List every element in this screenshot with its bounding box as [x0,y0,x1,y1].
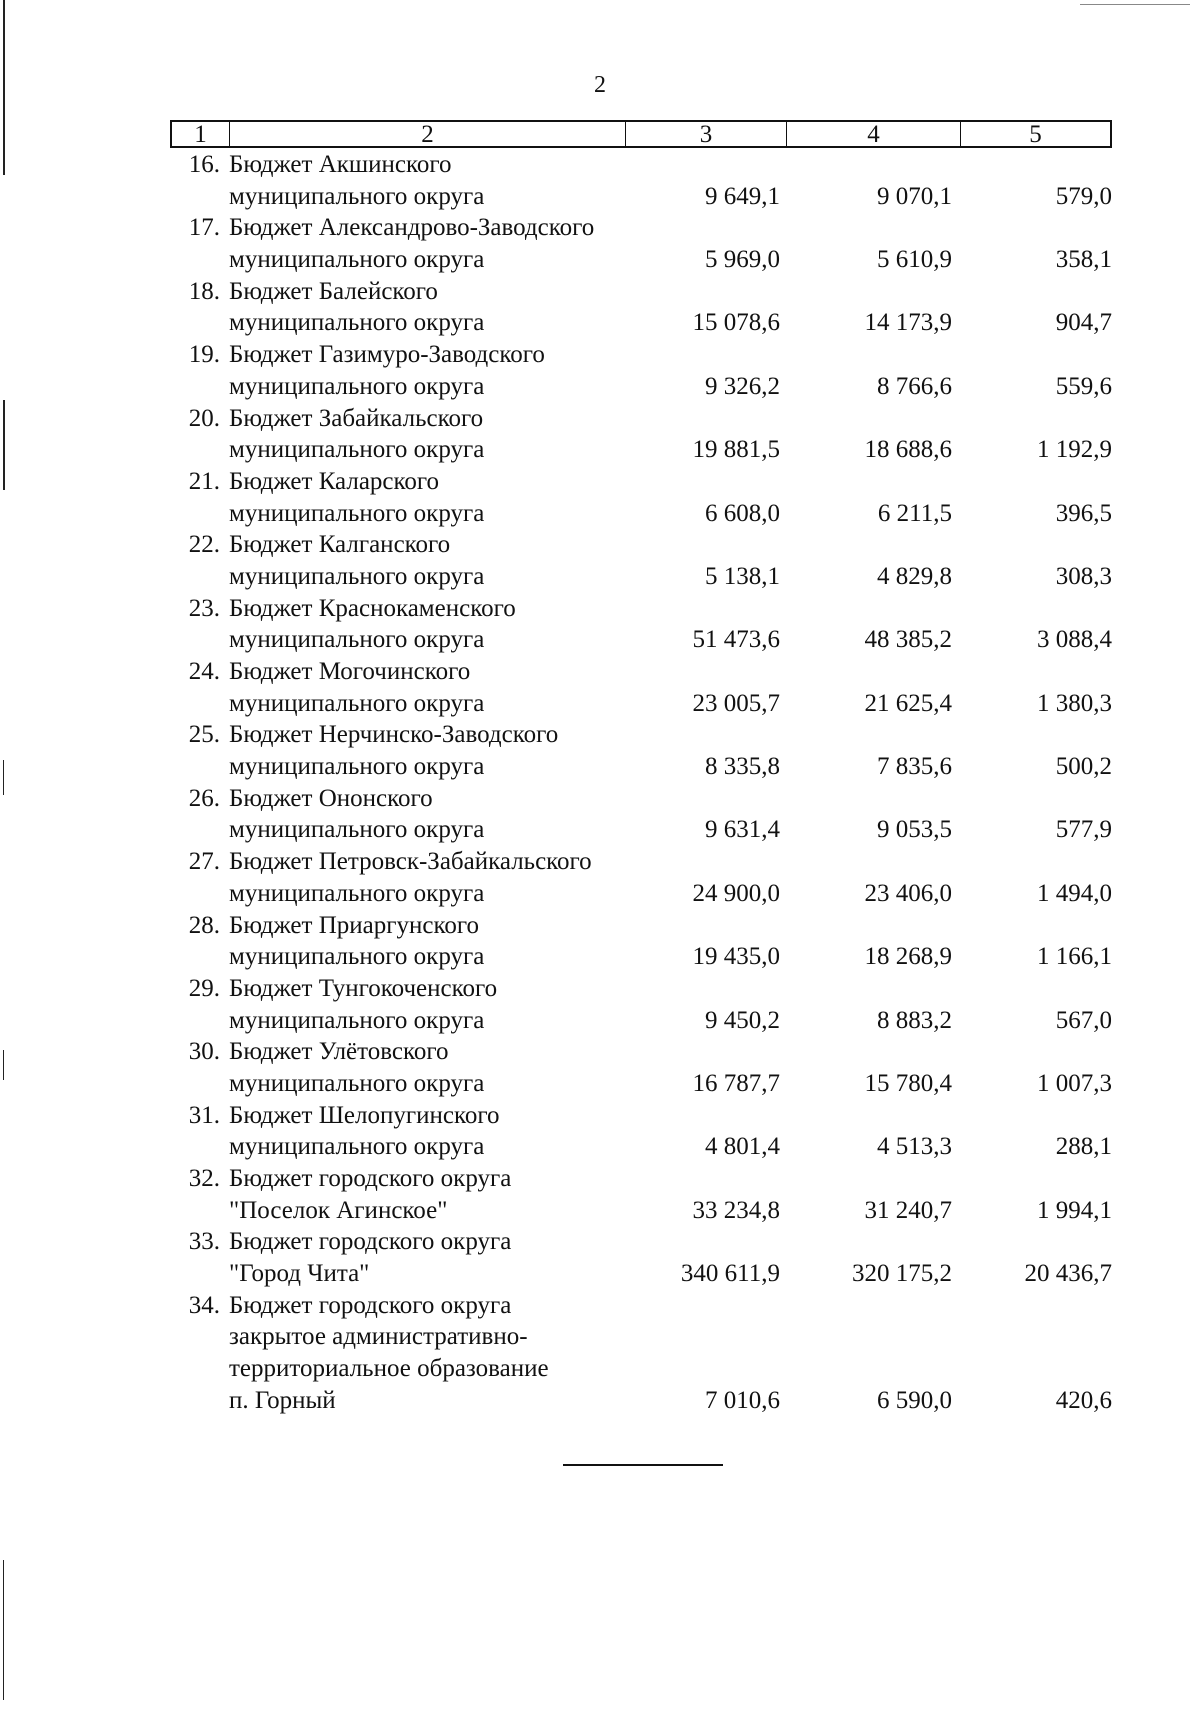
row-value-col4: 31 240,7 [864,1196,952,1224]
row-number: 33. [188,1228,220,1256]
row-budget-name: муниципального округа [229,1069,485,1097]
row-value-col4: 6 211,5 [877,499,952,527]
header-col-5: 5 [1029,120,1042,148]
row-value-col4: 23 406,0 [864,879,952,907]
row-number: 18. [188,277,220,305]
row-line [0,719,1200,751]
budget-table-body [0,149,1200,1417]
row-value-col4: 14 173,9 [864,309,952,337]
row-value-col3: 9 649,1 [705,182,780,210]
row-budget-name: муниципального округа [229,816,485,844]
row-budget-name: Бюджет Калганского [229,531,451,559]
row-value-col5: 358,1 [1055,246,1112,274]
row-budget-name: муниципального округа [229,499,485,527]
row-value-col3: 15 078,6 [692,309,780,337]
table-row [0,910,1200,973]
row-line [0,181,1200,213]
row-budget-name: Бюджет Акшинского [229,151,452,178]
row-number: 21. [188,467,220,495]
row-number: 32. [188,1165,220,1192]
row-line [0,783,1200,815]
row-budget-name: муниципального округа [229,562,485,590]
row-number: 25. [188,721,220,749]
row-budget-name: муниципального округа [229,1133,485,1161]
row-value-col3: 6 608,0 [705,499,780,527]
page-number: 2 [594,72,606,98]
scan-edge-mark [3,1560,4,1700]
row-line [0,339,1200,371]
table-row [0,149,1200,212]
row-value-col3: 19 881,5 [692,436,780,464]
row-value-col5: 3 088,4 [1037,626,1112,654]
row-line [0,656,1200,688]
table-row [0,719,1200,782]
row-line [0,244,1200,276]
row-line [0,751,1200,783]
row-value-col4: 15 780,4 [864,1069,952,1097]
row-value-col3: 5 138,1 [705,562,780,590]
row-budget-name: муниципального округа [229,943,485,971]
row-budget-name: закрытое административно- [229,1323,528,1351]
row-line [0,1195,1200,1227]
row-budget-name: Бюджет Каларского [229,467,440,495]
row-value-col5: 420,6 [1055,1386,1112,1414]
row-number: 30. [188,1038,220,1066]
row-line [0,688,1200,720]
row-budget-name: Бюджет Нерчинско-Заводского [229,721,559,749]
row-line [0,593,1200,625]
row-line [0,941,1200,973]
row-value-col3: 4 801,4 [705,1133,780,1161]
table-row [0,529,1200,592]
row-budget-name: Бюджет Краснокаменского [229,594,516,622]
row-number: 27. [188,848,220,876]
row-line [0,624,1200,656]
row-line [0,276,1200,308]
row-budget-name: Бюджет Балейского [229,277,438,305]
row-value-col4: 8 883,2 [877,1006,952,1034]
row-number: 24. [188,658,220,685]
row-budget-name: Бюджет Александрово-Заводского [229,214,595,242]
table-row [0,1290,1200,1417]
table-row [0,846,1200,909]
row-budget-name: муниципального округа [229,372,485,400]
row-line [0,371,1200,403]
row-value-col5: 1 494,0 [1037,879,1112,907]
row-value-col4: 21 625,4 [864,689,952,717]
row-budget-name: Бюджет Забайкальского [229,404,484,432]
row-line [0,1321,1200,1353]
row-budget-name: "Город Чита" [229,1260,370,1288]
row-number: 23. [188,594,220,622]
header-col-3: 3 [626,122,787,146]
row-value-col5: 1 994,1 [1037,1196,1112,1224]
row-line [0,1353,1200,1385]
table-row [0,1100,1200,1163]
row-line [0,307,1200,339]
row-line [0,1258,1200,1290]
row-value-col5: 1 007,3 [1037,1069,1112,1097]
scan-edge-mark [3,760,4,795]
row-value-col4: 8 766,6 [877,372,952,400]
table-row [0,656,1200,719]
row-value-col5: 559,6 [1055,372,1112,400]
scan-edge-mark [3,400,5,490]
row-value-col4: 9 070,1 [877,182,952,210]
row-value-col5: 577,9 [1055,816,1112,844]
row-number: 34. [188,1291,220,1319]
row-value-col3: 51 473,6 [692,626,780,654]
row-value-col4: 4 829,8 [877,562,952,590]
row-value-col5: 579,0 [1055,182,1112,210]
row-budget-name: "Поселок Агинское" [229,1196,448,1224]
table-row [0,466,1200,529]
header-col-2: 2 [230,122,626,146]
row-line [0,529,1200,561]
row-number: 20. [188,404,220,432]
row-budget-name: Бюджет городского округа [229,1291,512,1319]
row-number: 29. [188,974,220,1002]
row-line [0,1005,1200,1037]
row-value-col4: 18 688,6 [864,436,952,464]
row-budget-name: Бюджет Петровск-Забайкальского [229,848,592,876]
header-col-1: 1 [172,122,230,146]
table-row [0,973,1200,1036]
row-value-col3: 16 787,7 [692,1069,780,1097]
row-budget-name: муниципального округа [229,436,485,464]
row-budget-name: Бюджет Улётовского [229,1038,449,1066]
row-value-col4: 6 590,0 [877,1386,952,1414]
row-value-col5: 1 166,1 [1037,943,1112,971]
row-line [0,466,1200,498]
row-value-col4: 320 175,2 [852,1260,952,1288]
row-budget-name: муниципального округа [229,626,485,654]
row-line [0,1163,1200,1195]
row-budget-name: муниципального округа [229,753,485,781]
row-budget-name: Бюджет Газимуро-Заводского [229,341,545,369]
table-row [0,1226,1200,1289]
row-budget-name: Бюджет Ононского [229,784,433,812]
row-line [0,212,1200,244]
row-value-col3: 24 900,0 [692,879,780,907]
row-value-col4: 4 513,3 [877,1133,952,1161]
closing-rule [563,1464,723,1466]
row-line [0,973,1200,1005]
row-value-col5: 396,5 [1055,499,1112,527]
row-number: 22. [188,531,220,559]
header-col-4: 4 [787,122,961,146]
scan-edge-mark [3,1050,4,1080]
row-value-col3: 23 005,7 [692,689,780,717]
row-line [0,498,1200,530]
row-value-col3: 9 450,2 [705,1006,780,1034]
row-budget-name: Бюджет Тунгокоченского [229,974,498,1002]
row-line [0,1100,1200,1132]
row-number: 31. [188,1101,220,1129]
row-line [0,910,1200,942]
row-number: 19. [188,341,220,369]
row-budget-name: Бюджет Приаргунского [229,911,479,939]
row-budget-name: территориальное образование [229,1355,549,1383]
row-number: 16. [188,151,220,178]
row-budget-name: Бюджет городского округа [229,1165,512,1192]
row-line [0,1068,1200,1100]
table-row [0,212,1200,275]
row-budget-name: муниципального округа [229,689,485,717]
table-row [0,276,1200,339]
row-number: 26. [188,784,220,812]
row-value-col5: 500,2 [1055,753,1112,781]
row-value-col5: 288,1 [1055,1133,1112,1161]
row-value-col5: 20 436,7 [1024,1260,1112,1288]
row-line [0,403,1200,435]
row-value-col4: 48 385,2 [864,626,952,654]
scan-edge-mark [3,0,5,175]
row-line [0,1131,1200,1163]
row-line [0,149,1200,181]
row-line [0,1036,1200,1068]
row-number: 17. [188,214,220,242]
row-line [0,878,1200,910]
row-value-col3: 9 326,2 [705,372,780,400]
row-budget-name: муниципального округа [229,309,485,337]
table-row [0,403,1200,466]
row-value-col3: 19 435,0 [692,943,780,971]
row-number: 28. [188,911,220,939]
row-line [0,1385,1200,1417]
row-budget-name: муниципального округа [229,246,485,274]
row-value-col4: 9 053,5 [877,816,952,844]
row-value-col3: 340 611,9 [680,1260,780,1288]
row-line [0,846,1200,878]
row-value-col5: 308,3 [1055,562,1112,590]
row-value-col5: 904,7 [1055,309,1112,337]
table-row [0,1036,1200,1099]
row-value-col4: 7 835,6 [877,753,952,781]
row-value-col4: 5 610,9 [877,246,952,274]
table-row [0,593,1200,656]
row-value-col3: 7 010,6 [705,1386,780,1414]
table-row [0,783,1200,846]
row-value-col5: 1 380,3 [1037,689,1112,717]
row-value-col4: 18 268,9 [864,943,952,971]
row-value-col3: 5 969,0 [705,246,780,274]
row-line [0,1226,1200,1258]
row-budget-name: муниципального округа [229,1006,485,1034]
row-budget-name: муниципального округа [229,182,485,210]
row-budget-name: Бюджет городского округа [229,1228,512,1256]
row-value-col5: 1 192,9 [1037,436,1112,464]
row-budget-name: муниципального округа [229,879,485,907]
row-line [0,1290,1200,1322]
row-line [0,561,1200,593]
row-budget-name: Бюджет Шелопугинского [229,1101,500,1129]
scan-edge-mark [1080,4,1190,5]
row-value-col3: 33 234,8 [692,1196,780,1224]
table-header-row [170,120,1112,148]
row-value-col3: 8 335,8 [705,753,780,781]
row-value-col3: 9 631,4 [705,816,780,844]
row-line [0,434,1200,466]
row-line [0,814,1200,846]
table-row [0,1163,1200,1226]
row-value-col5: 567,0 [1055,1006,1112,1034]
table-row [0,339,1200,402]
row-budget-name: п. Горный [229,1386,336,1414]
row-budget-name: Бюджет Могочинского [229,658,471,685]
